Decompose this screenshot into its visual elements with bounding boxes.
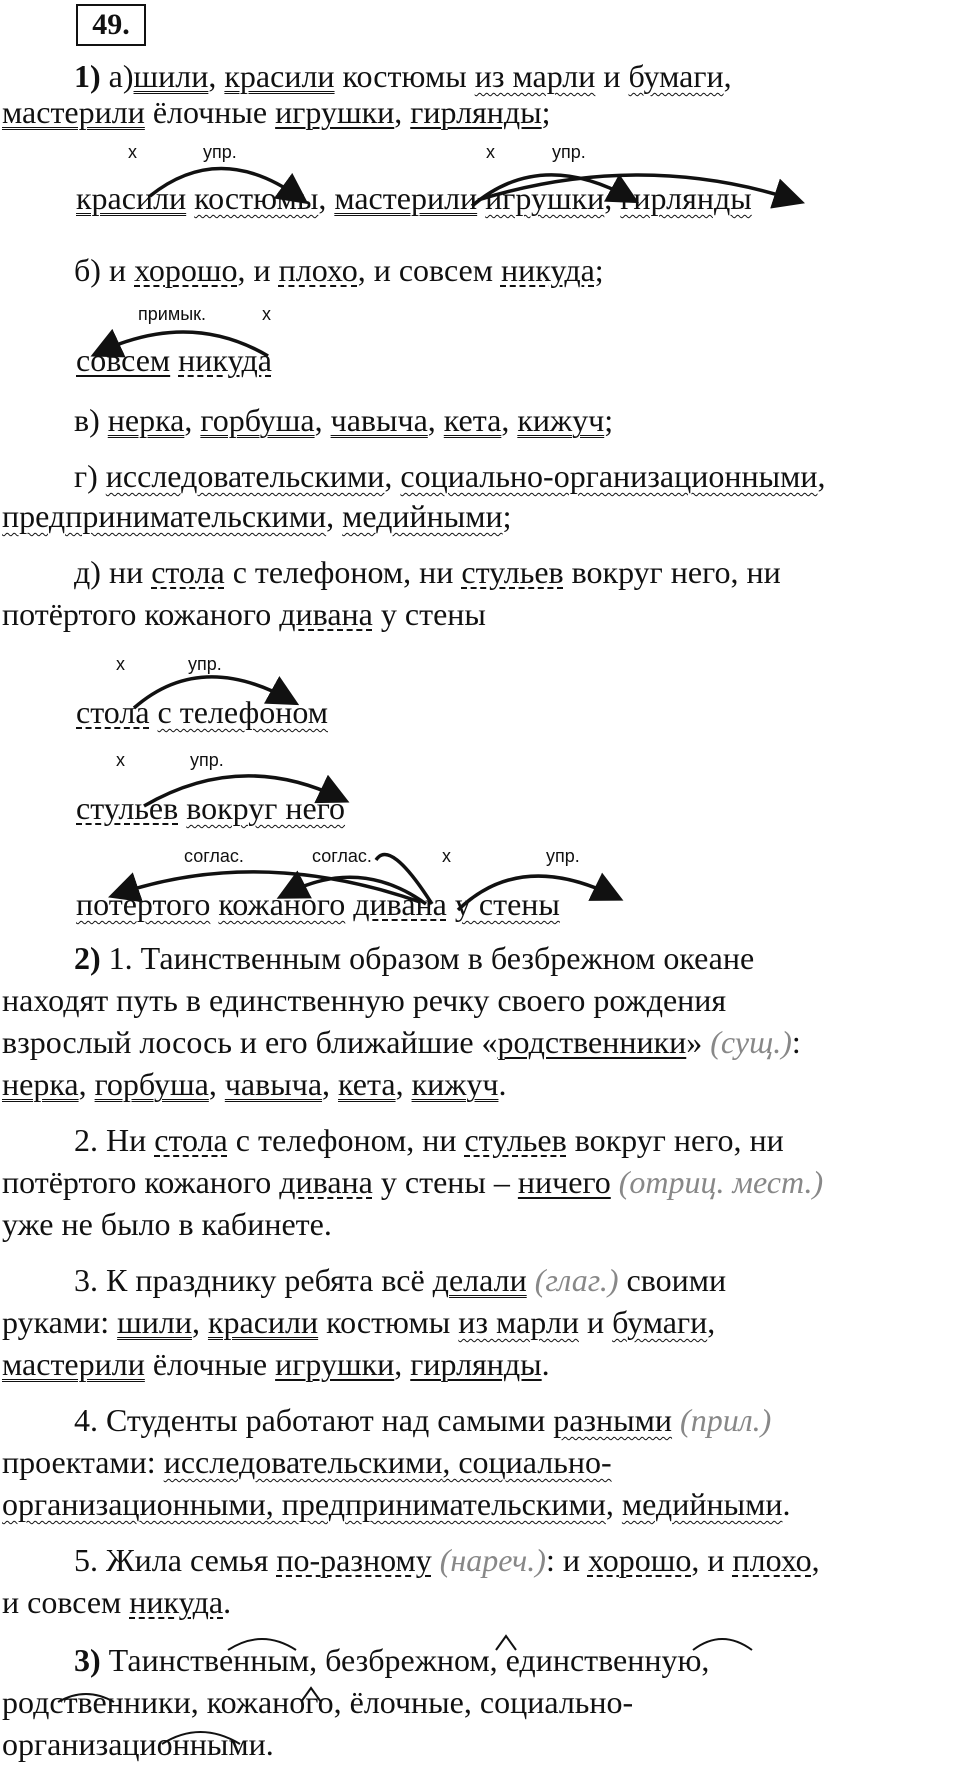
- arc-7: [118, 872, 420, 902]
- arc-5: [134, 677, 290, 708]
- arc-8: [286, 877, 426, 904]
- p1-d-line1: д) ни стола с телефоном, ни стульев вокруг него, ни: [74, 554, 781, 590]
- diag5-label-x: х: [442, 846, 451, 866]
- diag1-label-x2: х: [486, 142, 495, 162]
- exercise-number: 49.: [76, 4, 146, 46]
- p2-s5-line1: 5. Жила семья по-разному (нареч.): и хорошо, и плохо,: [74, 1542, 820, 1578]
- p2-s1-line1: 2) 1. Таинственным образом в безбрежном океане: [74, 940, 755, 976]
- p1-a-line2: мастерили ёлочные игрушки, гирлянды;: [2, 94, 551, 130]
- p2-s2-line2: потёртого кожаного дивана у стены – ничего (отриц. мест.): [2, 1164, 824, 1200]
- p2-s3-line3: мастерили ёлочные игрушки, гирлянды.: [2, 1346, 550, 1382]
- diagram-2: совсем никуда: [76, 342, 272, 378]
- part-3-label: 3): [74, 1642, 101, 1678]
- p3-line3: организационными.: [2, 1726, 274, 1762]
- arc-1: [150, 168, 300, 198]
- p2-s1-line4: нерка, горбуша, чавыча, кета, кижуч.: [2, 1066, 507, 1102]
- p2-s3-line1: 3. К празднику ребята всё делали (глаг.) своими: [74, 1262, 727, 1298]
- diagram-3: стола с телефоном: [76, 694, 328, 730]
- diag1-label-upr1: упр.: [203, 142, 237, 162]
- p1-v-line: в) нерка, горбуша, чавыча, кета, кижуч;: [74, 402, 614, 438]
- p1-d-line2: потёртого кожаного дивана у стены: [2, 596, 486, 632]
- p2-s1-line3: взрослый лосось и его ближайшие «родственники» (сущ.):: [2, 1024, 801, 1060]
- arc-2: [472, 175, 630, 206]
- p1-g-line1: г) исследовательскими, социально-организационными,: [74, 458, 826, 494]
- part-1-label: 1): [74, 58, 101, 94]
- diag5-label-soglas1: соглас.: [184, 846, 244, 866]
- diag1-label-upr2: упр.: [552, 142, 586, 162]
- diag4-label-upr: упр.: [190, 750, 224, 770]
- p2-s5-line2: и совсем никуда.: [2, 1584, 232, 1620]
- p2-s4-line3: организационными, предпринимательскими, медийными.: [2, 1486, 791, 1522]
- p2-s4-line1: 4. Студенты работают над самыми разными (прил.): [74, 1402, 772, 1438]
- diagram-5: потёртого кожаного дивана у стены: [76, 886, 560, 922]
- p1-g-line2: предпринимательскими, медийными;: [2, 498, 512, 534]
- diag5-label-upr: упр.: [546, 846, 580, 866]
- diagram-4: стульев вокруг него: [76, 790, 346, 826]
- p3-line1: 3) Таинственным, безбрежном, единственную,: [74, 1642, 710, 1678]
- p2-s2-line3: уже не было в кабинете.: [2, 1206, 332, 1242]
- part-2-label: 2): [74, 940, 101, 976]
- p1-a-line1: 1) а)шили, красили костюмы из марли и бумаги,: [74, 58, 732, 94]
- arc-6: [144, 776, 340, 806]
- diag3-label-x: х: [116, 654, 125, 674]
- p2-s3-line2: руками: шили, красили костюмы из марли и бумаги,: [2, 1304, 716, 1340]
- diag1-label-x1: х: [128, 142, 137, 162]
- diag4-label-x: х: [116, 750, 125, 770]
- diag3-label-upr: упр.: [188, 654, 222, 674]
- p2-s2-line1: 2. Ни стола с телефоном, ни стульев вокруг него, ни: [74, 1122, 784, 1158]
- diag2-label-x: х: [262, 304, 271, 324]
- diag2-label-primyk: примык.: [138, 304, 207, 324]
- arc-10: [458, 876, 614, 910]
- p2-s4-line2: проектами: исследовательскими, социально-: [2, 1444, 612, 1480]
- p1-b-line: б) и хорошо, и плохо, и совсем никуда;: [74, 252, 604, 288]
- p3-line2: родственники, кожаного, ёлочные, социально-: [2, 1684, 634, 1720]
- arc-4: [100, 332, 268, 356]
- p2-s1-line2: находят путь в единственную речку своего рождения: [2, 982, 727, 1018]
- diag5-label-soglas2: соглас.: [312, 846, 372, 866]
- diagram-1: красили костюмы, мастерили игрушки, гирлянды: [76, 180, 752, 216]
